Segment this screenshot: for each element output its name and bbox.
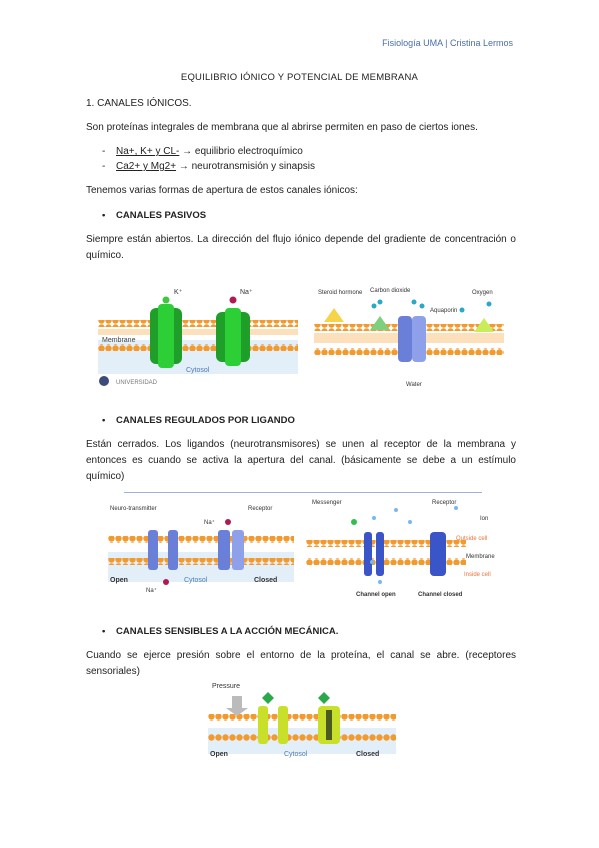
logo-text: UNIVERSIDAD [116, 380, 158, 386]
mechanical-channel-figure [208, 678, 396, 764]
k-label: K⁺ [174, 289, 183, 296]
oxygen-label: Oxygen [472, 290, 493, 296]
steroid-label: Steroid hormone [318, 290, 363, 296]
ligand-channel-figure [108, 500, 294, 596]
intro-text: Son proteínas integrales de membrana que al abrirse permiten en paso de ciertos iones. [86, 122, 478, 133]
forms-text: Tenemos varias formas de apertura de estos canales iónicos: [86, 185, 358, 196]
receptor-label: Receptor [248, 506, 273, 512]
open-label: Open [210, 751, 228, 758]
page-header: Fisiología UMA | Cristina Lermos [382, 38, 513, 48]
list-item: - Na+, K+ y CL- → equilibrio electroquímico [102, 146, 303, 157]
ligand-text: Están cerrados. Los ligandos (neurotransmisores) se unen al receptor de la membrana y entonces es cuando se activa la apertura del canal. (básicamente se debe a un estímulo químico) [86, 439, 516, 482]
outside-label: Outside cell [456, 536, 488, 542]
passive-channel-figure [98, 282, 298, 388]
passive-diffusion-figure [314, 286, 504, 388]
ion-label: Ion [480, 516, 489, 522]
ion-label: Ca2+ y Mg2+ [116, 161, 177, 172]
receptor-label: Receptor [432, 500, 457, 506]
section-heading: 1. CANALES IÓNICOS. [86, 98, 192, 109]
list-desc: neurotransmisión y sinapsis [191, 161, 315, 172]
ion-label: Na+, K+ y CL- [116, 146, 180, 157]
channel-closed-label: Channel closed [418, 592, 463, 598]
heading-mech: • CANALES SENSIBLES A LA ACCIÓN MECÁNICA. [102, 626, 339, 637]
na-top-label: Na⁺ [204, 520, 215, 526]
cytosol-label: Cytosol [284, 751, 308, 758]
mech-text: Cuando se ejerce presión sobre el entorno de la proteína, el canal se abre. (receptores sensoriales) [86, 650, 516, 677]
co2-label: Carbon dioxide [370, 288, 411, 294]
closed-label: Closed [254, 577, 278, 584]
membrane-label: Membrane [466, 554, 495, 560]
page-title: EQUILIBRIO IÓNICO Y POTENCIAL DE MEMBRANA [180, 72, 419, 83]
arrow-icon: → [182, 146, 193, 157]
list-desc: equilibrio electroquímico [194, 146, 303, 157]
heading-passive: • CANALES PASIVOS [102, 210, 207, 221]
inside-label: Inside cell [464, 572, 491, 578]
water-label: Water [406, 382, 422, 388]
messenger-label: Messenger [312, 500, 342, 506]
aquaporin-label: Aquaporin [430, 308, 458, 314]
passive-text: Siempre están abiertos. La dirección del flujo iónico depende del gradiente de concentración o químico. [86, 234, 516, 261]
cytosol-label: Cytosol [186, 367, 210, 374]
membrane-label: Membrane [102, 337, 136, 344]
closed-label: Closed [356, 751, 380, 758]
cytosol-label: Cytosol [184, 577, 208, 584]
pressure-label: Pressure [212, 683, 241, 690]
channel-open-label: Channel open [356, 592, 396, 598]
arrow-icon: → [178, 161, 189, 172]
open-label: Open [110, 577, 128, 584]
heading-ligand: • CANALES REGULADOS POR LIGANDO [102, 415, 295, 426]
ligand-messenger-figure [306, 496, 502, 606]
list-item: - Ca2+ y Mg2+ → neurotransmisión y sinapsis [102, 161, 315, 172]
na-label: Na⁺ [240, 289, 253, 296]
nt-label: Neuro-transmitter [110, 506, 157, 512]
na-bottom-label: Na⁺ [146, 588, 157, 594]
divider [124, 492, 482, 493]
